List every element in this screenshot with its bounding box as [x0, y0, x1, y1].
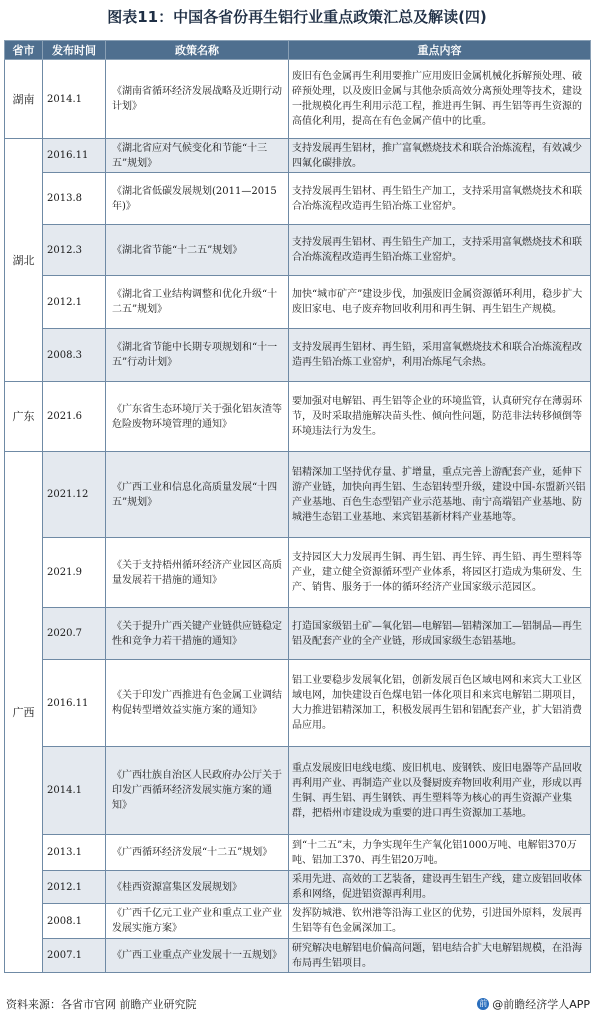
policy-name-cell: 《关于提升广西关键产业链供应链稳定性和竞争力若干措施的通知》 [106, 608, 289, 660]
brand-label: @前瞻经济学人APP [492, 998, 590, 1011]
policy-name-cell: 《关于支持梧州循环经济产业园区高质量发展若干措施的通知》 [106, 538, 289, 608]
content-cell: 支持发展再生铝材、再生铅，采用富氧燃烧技术和联合冶炼流程改造再生铅冶炼工业窑炉，利用冶炼尾气余热。 [289, 329, 591, 382]
content-cell: 铝工业要稳步发展氧化铝，创新发展百色区域电网和来宾大工业区域电网，加快建设百色煤电铝一体化项目和来宾电解铝二期项目，大力推进铝精深加工，积极发展再生铝和铝配套产业，扩大铝消费品应用。 [289, 660, 591, 747]
province-cell: 广西 [5, 452, 43, 973]
table-row [5, 173, 591, 225]
date-cell: 2012.3 [43, 225, 106, 276]
policy-name-cell: 《湖北省节能“十二五”规划》 [106, 225, 289, 276]
table-row [5, 139, 591, 173]
header-date: 发布时间 [43, 41, 106, 60]
table-row [5, 904, 591, 939]
date-cell: 2014.1 [43, 60, 106, 139]
header-policy-name: 政策名称 [106, 41, 289, 60]
policy-name-cell: 《广西工业和信息化高质量发展“十四五”规划》 [106, 452, 289, 538]
table-row [5, 747, 591, 835]
date-cell: 2012.1 [43, 276, 106, 329]
content-cell: 发挥防城港、钦州港等沿海工业区的优势，引进国外原料，发展再生铝等有色金属深加工。 [289, 904, 591, 939]
policy-name-cell: 《广东省生态环境厅关于强化铝灰渣等危险废物环境管理的通知》 [106, 382, 289, 452]
content-cell: 铝精深加工坚持优存量、扩增量，重点完善上游配套产业，延伸下游产业链，加快向再生铝、生态铝转型升级，建设中国-东盟新兴铝产业基地、百色生态型铝产业示范基地、南宁高端铝产业基地、防城港生态铝工业基地、来宾铝基新材料产业基地等。 [289, 452, 591, 538]
policy-name-cell: 《湖北省节能中长期专项规划和“十一五”行动计划》 [106, 329, 289, 382]
content-cell: 要加强对电解铝、再生铝等企业的环境监管，认真研究存在薄弱环节，及时采取措施解决苗头性、倾向性问题，防范非法转移倾倒等环境违法行为发生。 [289, 382, 591, 452]
content-cell: 到“十二五”末，力争实现年生产氧化铝1000万吨、电解铝370万吨、铝加工370、再生铝20万吨。 [289, 835, 591, 871]
table-row [5, 660, 591, 747]
policy-name-cell: 《湖北省应对气候变化和节能“十三五”规划》 [106, 139, 289, 173]
content-cell: 研究解决电解铝电价偏高问题，铝电结合扩大电解铝规模，在沿海布局再生铝项目。 [289, 939, 591, 973]
table-row [5, 871, 591, 904]
date-cell: 2013.8 [43, 173, 106, 225]
date-cell: 2020.7 [43, 608, 106, 660]
policy-name-cell: 《湖南省循环经济发展战略及近期行动计划》 [106, 60, 289, 139]
content-cell: 加快“城市矿产”建设步伐，加强废旧金属资源循环利用，稳步扩大废旧家电、电子废弃物回收利用和再生铜、再生铝生产规模。 [289, 276, 591, 329]
source-note: 资料来源：各省市官网 前瞻产业研究院 [6, 998, 197, 1011]
table-row [5, 538, 591, 608]
table-body [5, 60, 591, 973]
brand-credit [477, 996, 590, 1012]
content-cell: 支持发展再生铝材、再生铅生产加工，支持采用富氧燃烧技术和联合冶炼流程改造再生铅冶炼工业窑炉。 [289, 225, 591, 276]
date-cell: 2013.1 [43, 835, 106, 871]
table-header-row [5, 41, 591, 60]
policy-name-cell: 《湖北省低碳发展规划(2011—2015年)》 [106, 173, 289, 225]
province-cell: 湖南 [5, 60, 43, 139]
table-row [5, 329, 591, 382]
qianzhan-logo-icon: 前 [479, 999, 488, 1008]
policy-name-cell: 《湖北省工业结构调整和优化升级“十二五”规划》 [106, 276, 289, 329]
content-cell: 支持发展再生铝材、再生铅生产加工，支持采用富氧燃烧技术和联合冶炼流程改造再生铅冶炼工业窑炉。 [289, 173, 591, 225]
chart-title: 图表11：中国各省份再生铝行业重点政策汇总及解读(四) [107, 8, 487, 26]
policy-name-cell: 《关于印发广西推进有色金属工业调结构促转型增效益实施方案的通知》 [106, 660, 289, 747]
date-cell: 2021.12 [43, 452, 106, 538]
footer [6, 996, 590, 1012]
table-row [5, 452, 591, 538]
date-cell: 2014.1 [43, 747, 106, 835]
policy-name-cell: 《广西工业重点产业发展十一五规划》 [106, 939, 289, 973]
table-row [5, 225, 591, 276]
province-cell: 广东 [5, 382, 43, 452]
content-cell: 废旧有色金属再生利用要推广应用废旧金属机械化拆解预处理、破碎预处理，以及废旧金属与其他杂质高效分离预处理等技术，建设一批规模化再生利用示范工程，推进再生铜、再生铝等再生资源的高值化利用，提高在有色金属产值中的比重。 [289, 60, 591, 139]
policy-name-cell: 《桂西资源富集区发展规划》 [106, 871, 289, 904]
date-cell: 2016.11 [43, 139, 106, 173]
policy-name-cell: 《广西壮族自治区人民政府办公厅关于印发广西循环经济发展实施方案的通知》 [106, 747, 289, 835]
content-cell: 重点发展废旧电线电缆、废旧机电、废钢铁、废旧电器等产品回收再利用产业、再制造产业以及餐厨废弃物回收利用产业，形成以再生铜、再生铝、再生钢铁、再生塑料等为核心的再生资源产业集群，把梧州市建设成为重要的进口再生资源加工基地。 [289, 747, 591, 835]
date-cell: 2008.1 [43, 904, 106, 939]
table-row [5, 276, 591, 329]
table-row [5, 382, 591, 452]
table-row [5, 939, 591, 973]
date-cell: 2008.3 [43, 329, 106, 382]
header-province: 省市 [5, 41, 43, 60]
content-cell: 支持发展再生铝材，推广富氧燃烧技术和联合治炼流程，有效减少四氟化碳排放。 [289, 139, 591, 173]
table-row [5, 835, 591, 871]
table-row [5, 60, 591, 139]
content-cell: 采用先进、高效的工艺装备，建设再生铝生产线，建立废铝回收体系和网络，促进铝资源再利用。 [289, 871, 591, 904]
header-key-content: 重点内容 [289, 41, 591, 60]
date-cell: 2007.1 [43, 939, 106, 973]
date-cell: 2012.1 [43, 871, 106, 904]
date-cell: 2016.11 [43, 660, 106, 747]
policy-table [4, 40, 591, 973]
date-cell: 2021.9 [43, 538, 106, 608]
table-row [5, 608, 591, 660]
date-cell: 2021.6 [43, 382, 106, 452]
content-cell: 支持园区大力发展再生铜、再生铝、再生锌、再生铅、再生塑料等产业，建立健全资源循环型产业体系，将园区打造成为集研发、生产、销售、服务于一体的循环经济产业国家级示范园区。 [289, 538, 591, 608]
province-cell: 湖北 [5, 139, 43, 382]
content-cell: 打造国家级铝土矿—氧化铝—电解铝—铝精深加工—铝制品—再生铝及配套产业的全产业链，形成国家级生态铝基地。 [289, 608, 591, 660]
policy-name-cell: 《广西千亿元工业产业和重点工业产业发展实施方案》 [106, 904, 289, 939]
policy-name-cell: 《广西循环经济发展“十二五”规划》 [106, 835, 289, 871]
